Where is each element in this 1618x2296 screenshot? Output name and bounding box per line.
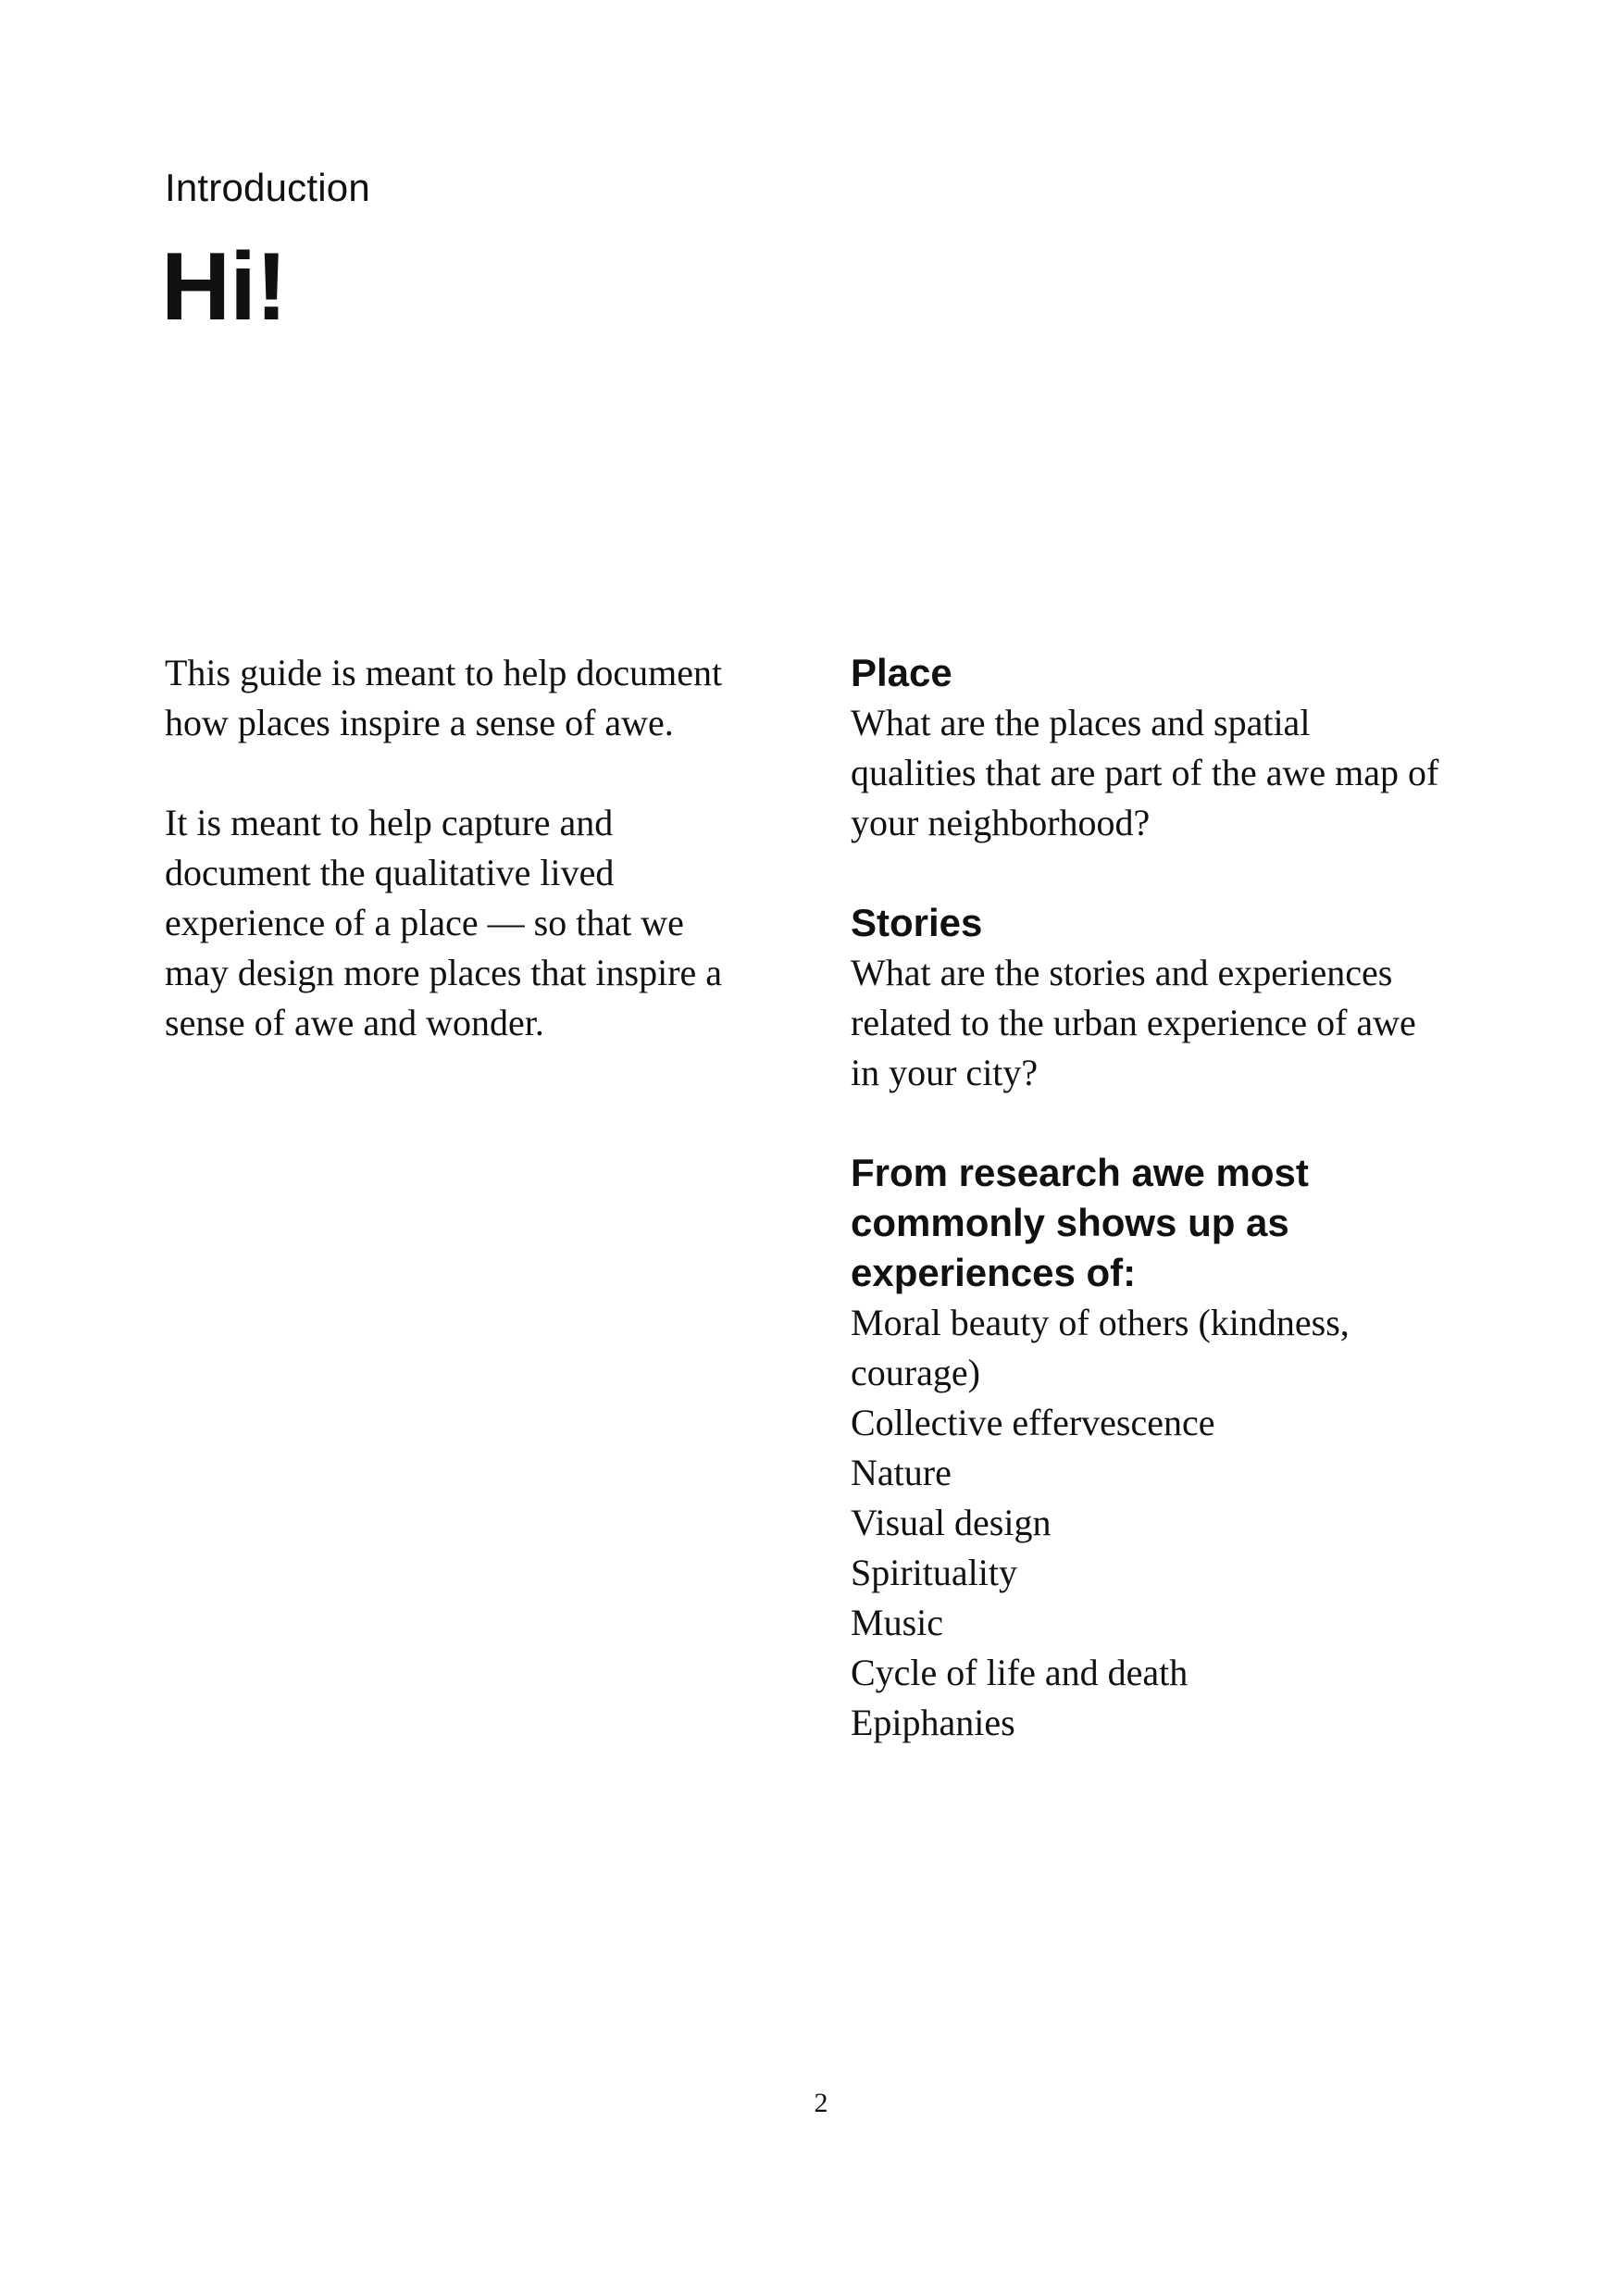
prompts-column [851, 648, 1517, 1748]
list-item: Visual design [851, 1502, 1052, 1543]
section-spacer [851, 848, 1517, 898]
paragraph-spacer [165, 748, 813, 798]
list-item: Epiphanies [851, 1702, 1015, 1743]
page-number: 2 [814, 2088, 828, 2118]
stories-section [851, 898, 1517, 1098]
section-spacer [851, 1098, 1517, 1148]
research-section [851, 1148, 1517, 1748]
stories-heading: Stories [851, 901, 983, 944]
place-question: What are the places and spatial qualities that are part of the awe map of your neighborhood? [851, 702, 1439, 843]
place-heading: Place [851, 651, 952, 694]
intro-paragraph: It is meant to help capture and document the qualitative lived experience of a place — so that we may design more places that inspire a sense of awe and wonder. [165, 802, 723, 1043]
intro-column [165, 648, 813, 1048]
page-title: Hi! [161, 233, 287, 341]
place-section [851, 648, 1517, 848]
list-item: Collective effervescence [851, 1402, 1215, 1443]
stories-question: What are the stories and experiences related to the urban experience of awe in your city? [851, 952, 1416, 1093]
list-item: Music [851, 1602, 943, 1643]
section-label: Introduction [165, 166, 370, 209]
intro-paragraph: This guide is meant to help document how places inspire a sense of awe. [165, 652, 723, 743]
list-item: Spirituality [851, 1552, 1017, 1593]
list-item: Nature [851, 1452, 952, 1493]
research-heading: From research awe most commonly shows up as experiences of: [851, 1151, 1309, 1294]
awe-experience-list [851, 1298, 1517, 1748]
list-item: Moral beauty of others (kindness, courage) [851, 1302, 1350, 1393]
list-item: Cycle of life and death [851, 1652, 1189, 1693]
